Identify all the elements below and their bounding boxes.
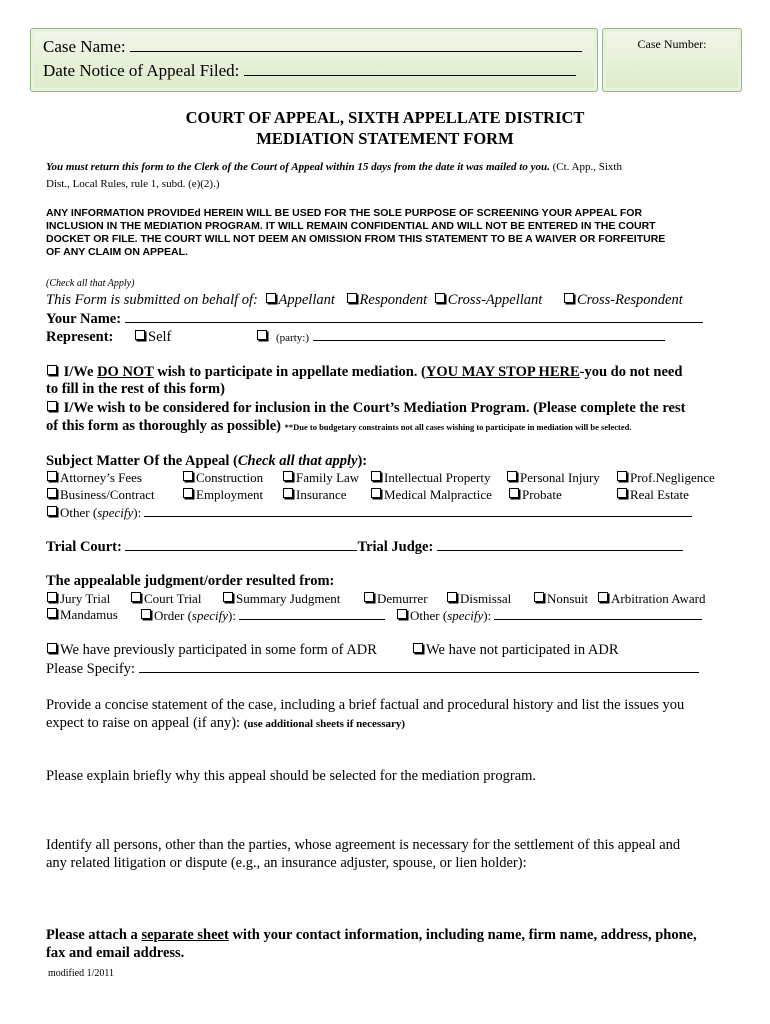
attorneys-fees-checkbox[interactable] (47, 471, 57, 481)
trial-row: Trial Court: Trial Judge: (46, 538, 683, 556)
arbitration-award-checkbox[interactable] (598, 592, 608, 602)
insurance-checkbox[interactable] (283, 488, 293, 498)
jury-trial-checkbox[interactable] (47, 592, 57, 602)
business-contract-item: Business/Contract (46, 487, 155, 503)
construction-item: Construction (182, 470, 263, 486)
attach-sheet-line1: Please attach a separate sheet with your contact information, including name, firm name, address, phone, (46, 927, 697, 943)
party-checkbox[interactable] (257, 330, 267, 340)
personal-injury-checkbox[interactable] (507, 471, 517, 481)
personal-injury-item: Personal Injury (506, 470, 600, 486)
date-filed-label: Date Notice of Appeal Filed: (43, 61, 240, 80)
probate-item: Probate (508, 487, 562, 503)
judgment-other-checkbox[interactable] (397, 609, 407, 619)
attach-sheet-line2: fax and email address. (46, 945, 185, 961)
case-name-row (43, 37, 582, 57)
form-title-line2: MEDIATION STATEMENT FORM (256, 129, 514, 148)
case-name-label: Case Name: (43, 37, 126, 56)
insurance-item: Insurance (282, 487, 347, 503)
adr-not-item: We have not participated in ADR (412, 642, 619, 659)
nonsuit-item: Nonsuit (533, 591, 588, 607)
summary-judgment-item: Summary Judgment (222, 591, 340, 607)
cross-respondent-checkbox[interactable] (564, 293, 574, 303)
probate-checkbox[interactable] (509, 488, 519, 498)
concise-statement-line1: Provide a concise statement of the case, including a brief factual and procedural history and list the issues you (46, 697, 685, 713)
intellectual-property-item: Intellectual Property (370, 470, 491, 486)
intellectual-property-checkbox[interactable] (371, 471, 381, 481)
prof-negligence-item: Prof.Negligence (616, 470, 715, 486)
trial-judge-field[interactable] (437, 538, 683, 551)
case-info-box (30, 28, 598, 92)
court-trial-checkbox[interactable] (131, 592, 141, 602)
check-all-note: (Check all that Apply) (46, 278, 135, 289)
adr-not-checkbox[interactable] (413, 643, 423, 653)
subject-row1: Attorney’s Fees (46, 470, 142, 486)
do-not-participate-line2: to fill in the rest of this form) (46, 381, 225, 397)
arbitration-award-item: Arbitration Award (597, 591, 705, 607)
order-field[interactable] (239, 607, 385, 620)
order-item: Order (specify): (140, 607, 385, 624)
respondent-checkbox[interactable] (347, 293, 357, 303)
date-filed-row (43, 61, 576, 81)
date-filed-field[interactable] (244, 61, 576, 76)
mandamus-checkbox[interactable] (47, 608, 57, 618)
case-number-box[interactable] (602, 28, 742, 92)
demurrer-checkbox[interactable] (364, 592, 374, 602)
subject-other-checkbox[interactable] (47, 506, 57, 516)
subject-other-field[interactable] (144, 504, 692, 517)
dismissal-item: Dismissal (446, 591, 511, 607)
adr-specify-field[interactable] (139, 660, 699, 673)
form-title-line1: COURT OF APPEAL, SIXTH APPELLATE DISTRICT (185, 108, 585, 127)
dismissal-checkbox[interactable] (447, 592, 457, 602)
wish-participate-checkbox[interactable] (47, 401, 57, 411)
cross-appellant-checkbox[interactable] (435, 293, 445, 303)
intro-line2: Dist., Local Rules, rule 1, subd. (e)(2).) (46, 178, 220, 190)
jury-trial-item: Jury Trial (46, 591, 110, 607)
real-estate-item: Real Estate (616, 487, 689, 503)
judgment-other-item: Other (specify): (396, 607, 702, 624)
family-law-checkbox[interactable] (283, 471, 293, 481)
family-law-item: Family Law (282, 470, 359, 486)
demurrer-item: Demurrer (363, 591, 428, 607)
explain-question: Please explain briefly why this appeal should be selected for the mediation program. (46, 768, 537, 784)
employment-item: Employment (182, 487, 263, 503)
summary-judgment-checkbox[interactable] (223, 592, 233, 602)
trial-court-field[interactable] (125, 538, 357, 551)
appellant-checkbox[interactable] (266, 293, 276, 303)
adr-previously-checkbox[interactable] (47, 643, 57, 653)
prof-negligence-checkbox[interactable] (617, 471, 627, 481)
identify-answer[interactable] (46, 875, 726, 921)
subject-other-row: Other (specify): (46, 504, 692, 521)
identify-line2: any related litigation or dispute (e.g., an insurance adjuster, spouse, or lien holder): (46, 855, 527, 871)
judgment-heading: The appealable judgment/order resulted from: (46, 573, 335, 589)
mandamus-item: Mandamus (46, 607, 118, 623)
concise-statement-line2: expect to raise on appeal (if any): (use additional sheets if necessary) (46, 715, 406, 731)
party-field[interactable] (313, 328, 665, 341)
self-checkbox[interactable] (135, 330, 145, 340)
adr-specify-row: Please Specify: (46, 660, 699, 678)
adr-previously-item: We have previously participated in some form of ADR (46, 642, 377, 659)
case-name-field[interactable] (130, 37, 582, 52)
wish-participate-row: I/We wish to be considered for inclusion in the Court’s Mediation Program. (Please complete the rest (46, 400, 685, 417)
concise-statement-answer[interactable] (46, 736, 726, 762)
medical-malpractice-checkbox[interactable] (371, 488, 381, 498)
identify-line1: Identify all persons, other than the parties, whose agreement is necessary for the settlement of this appeal and (46, 837, 681, 853)
subject-heading: Subject Matter Of the Appeal (Check all that apply): (46, 453, 368, 469)
real-estate-checkbox[interactable] (617, 488, 627, 498)
case-number-label: Case Number: (637, 37, 707, 51)
business-contract-checkbox[interactable] (47, 488, 57, 498)
modified-date: modified 1/2011 (48, 968, 115, 979)
explain-answer[interactable] (46, 788, 726, 828)
wish-participate-line2: of this form as thoroughly as possible) **Due to budgetary constraints not all cases wishing to participate in mediation will be selected. (46, 418, 632, 434)
do-not-participate-checkbox[interactable] (47, 365, 57, 375)
judgment-other-field[interactable] (494, 607, 702, 620)
your-name-field[interactable] (125, 310, 703, 323)
court-trial-item: Court Trial (130, 591, 201, 607)
your-name-row: Your Name: (46, 310, 703, 328)
represent-row: Represent: Self (party:) (46, 328, 665, 346)
medical-malpractice-item: Medical Malpractice (370, 487, 492, 503)
behalf-row: This Form is submitted on behalf of: Appellant Respondent Cross-Appellant Cross-Respondent (46, 292, 683, 308)
intro-line1: You must return this form to the Clerk of the Court of Appeal within 15 days from the date it was mailed to you. (Ct. App., Sixth (46, 161, 622, 173)
construction-checkbox[interactable] (183, 471, 193, 481)
order-checkbox[interactable] (141, 609, 151, 619)
confidentiality-notice: ANY INFORMATION PROVIDEd HEREIN WILL BE USED FOR THE SOLE PURPOSE OF SCREENING YOUR APPEAL FOR INCLUSION IN THE MEDIATION PROGRAM. IT WILL REMAIN CONFIDENTIAL AND WILL NOT BE ENTERED IN THE COURT DOCKET OR FILE. THE COURT WILL NOT DEEM AN OMISSION FROM THIS STATEMENT TO BE A WAIVER OR FORFEITURE OF ANY CLAIM ON APPEAL. (46, 207, 666, 258)
employment-checkbox[interactable] (183, 488, 193, 498)
nonsuit-checkbox[interactable] (534, 592, 544, 602)
do-not-participate-row: I/We DO NOT wish to participate in appellate mediation. (YOU MAY STOP HERE-you do not need (46, 364, 682, 381)
